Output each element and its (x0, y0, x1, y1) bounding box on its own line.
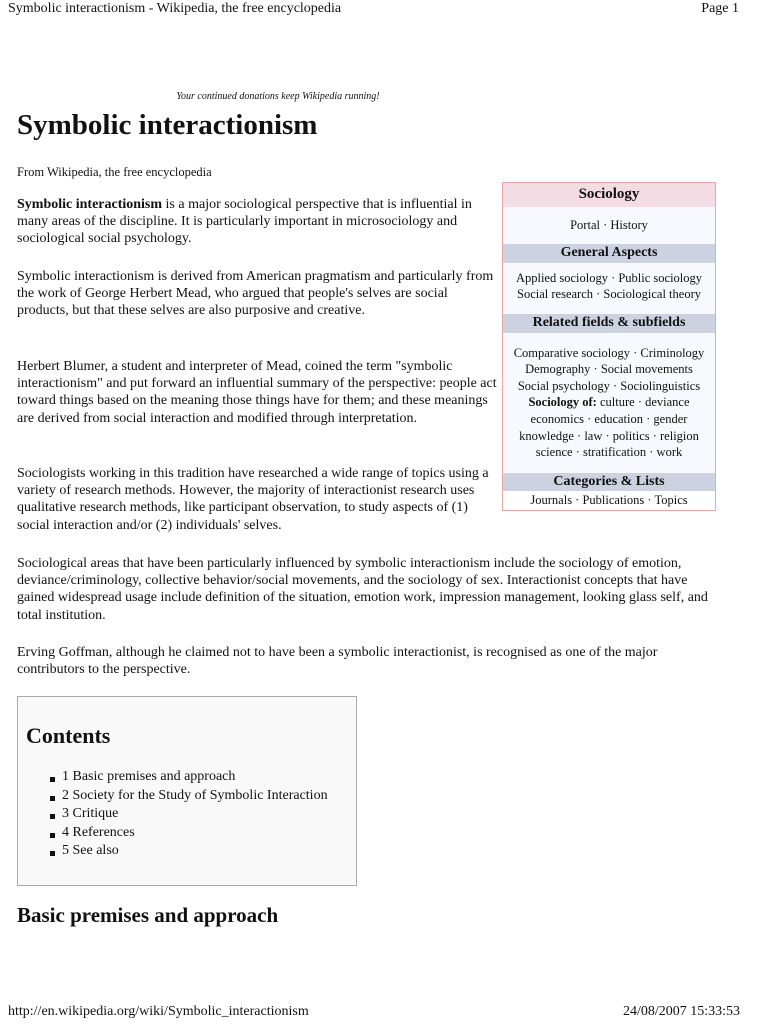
table-of-contents (17, 696, 357, 886)
infobox-general-line-1[interactable]: Applied sociology · Public sociology (515, 270, 703, 285)
toc-title: Contents (26, 723, 111, 748)
toc-item[interactable] (50, 842, 328, 861)
paragraph-pragmatism: Symbolic interactionism is derived from American pragmatism and particularly from the work of George Herbert Mead, who argued that people's selves are social products, but that these selves are also purposive and creative. (17, 269, 494, 319)
infobox-title[interactable]: Sociology (503, 183, 715, 207)
toc-item-label[interactable]: 3 Critique (62, 806, 119, 822)
toc-item-label[interactable]: 2 Society for the Study of Symbolic Interaction (62, 787, 328, 803)
infobox-related-line-2[interactable]: Demography · Social movements (525, 362, 693, 377)
infobox-related-line-5[interactable]: economics · education · gender (530, 411, 688, 426)
infobox-general-section (503, 263, 715, 314)
paragraph-goffman: Erving Goffman, although he claimed not to have been a symbolic interactionist, is recognised as one of the major contributors to the perspective. (17, 645, 658, 678)
infobox-portal-section (503, 207, 715, 245)
infobox-categories-links[interactable]: Journals · Publications · Topics (503, 491, 715, 510)
infobox-related-line-7[interactable]: science · stratification · work (535, 445, 683, 460)
infobox-related-line-6[interactable]: knowledge · law · politics · religion (519, 428, 699, 443)
sociology-of-items[interactable]: culture · deviance (596, 395, 690, 410)
paragraph-intro (17, 196, 497, 248)
bullet-icon (50, 796, 55, 801)
toc-item-label[interactable]: 4 References (62, 824, 135, 840)
infobox-portal-links[interactable]: Portal · History (570, 217, 648, 232)
toc-item[interactable] (50, 824, 328, 843)
print-page-number: Page 1 (701, 1, 739, 16)
bullet-icon (50, 777, 55, 782)
toc-list (50, 768, 328, 861)
toc-item-label[interactable]: 1 Basic premises and approach (62, 769, 236, 784)
paragraph-areas: Sociological areas that have been particularly influenced by symbolic interactionism include the sociology of emotion, deviance/criminology, collective behavior/social movements, and the sociology of sex. Interactionist concepts that have gained widespread usage include definition of the situation, emotion work, impression management, looking glass self, and total institution. (17, 556, 708, 623)
section-heading-basic-premises: Basic premises and approach (17, 903, 279, 927)
toc-item[interactable] (50, 805, 328, 824)
sociology-infobox (502, 182, 716, 511)
infobox-related-line-4[interactable] (506, 394, 712, 411)
bullet-icon (50, 851, 55, 856)
print-header-title: Symbolic interactionism - Wikipedia, the free encyclopedia (8, 1, 342, 16)
bullet-icon (50, 814, 55, 819)
toc-item[interactable] (50, 768, 328, 787)
paragraph-blumer: Herbert Blumer, a student and interpreter of Mead, coined the term "symbolic interactionism" and put forward an influential summary of the perspective: people act toward things based on the meaning those things have for them; and these meanings are derived from social interaction and modified through interpretation. (17, 359, 497, 426)
donation-notice[interactable]: Your continued donations keep Wikipedia running! (176, 91, 380, 102)
page-title: Symbolic interactionism (17, 109, 318, 141)
infobox-related-line-1[interactable]: Comparative sociology · Criminology (513, 345, 705, 360)
infobox-general-heading[interactable]: General Aspects (503, 244, 715, 263)
print-footer-url: http://en.wikipedia.org/wiki/Symbolic_interactionism (8, 1004, 309, 1019)
intro-bold-term: Symbolic interactionism (17, 197, 163, 212)
sociology-of-label: Sociology of: (528, 395, 597, 410)
bullet-icon (50, 833, 55, 838)
infobox-related-heading[interactable]: Related fields & subfields (503, 314, 715, 333)
infobox-related-line-3[interactable]: Social psychology · Sociolinguistics (517, 378, 701, 393)
from-line: From Wikipedia, the free encyclopedia (17, 165, 212, 179)
intro-text: is a major sociological perspective that is influential in many areas of the discipline. It is particularly important in microsociology and sociological social psychology. (17, 197, 472, 247)
toc-item[interactable] (50, 787, 328, 806)
infobox-categories-heading[interactable]: Categories & Lists (503, 473, 715, 492)
print-footer-timestamp: 24/08/2007 15:33:53 (622, 1004, 740, 1019)
infobox-general-line-2[interactable]: Social research · Sociological theory (517, 287, 701, 302)
toc-item-label[interactable]: 5 See also (62, 843, 119, 859)
infobox-related-section (503, 333, 715, 473)
paragraph-methods: Sociologists working in this tradition have researched a wide range of topics using a variety of research methods. However, the majority of interactionist research uses qualitative research methods, like participant observation, to study aspects of (1) social interaction and/or (2) individuals' selves. (17, 466, 489, 533)
